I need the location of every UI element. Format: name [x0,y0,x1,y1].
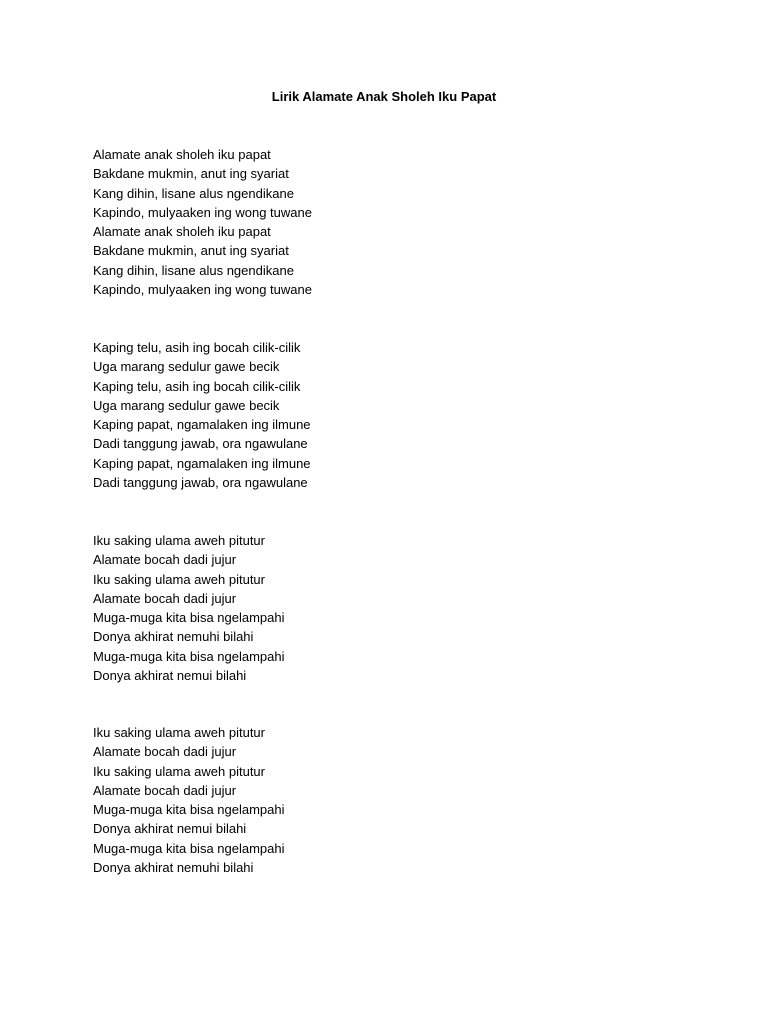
lyric-line: Kapindo, mulyaaken ing wong tuwane [93,282,312,298]
lyric-line: Kapindo, mulyaaken ing wong tuwane [93,204,312,220]
lyric-line: Kang dihin, lisane alus ngendikane [93,262,294,278]
stanza-1 [93,145,312,299]
lyric-line: Kaping telu, asih ing bocah cilik-cilik [93,340,301,355]
lyric-line: Dadi tanggung jawab, ora ngawulane [93,475,308,491]
lyric-line: Kaping papat, ngamalaken ing ilmune [93,455,311,471]
lyric-line: Kaping telu, asih ing bocah cilik-cilik [93,378,301,394]
stanza-3 [93,531,285,685]
lyric-line: Alamate anak sholeh iku papat [93,147,271,162]
lyric-line: Kaping papat, ngamalaken ing ilmune [93,417,311,433]
document-title: Lirik Alamate Anak Sholeh Iku Papat [271,89,497,104]
lyric-line: Donya akhirat nemui bilahi [93,821,247,837]
lyric-line: Iku saking ulama aweh pitutur [93,533,265,548]
lyric-line: Alamate bocah dadi jujur [93,552,237,568]
lyric-line: Alamate bocah dadi jujur [93,782,237,798]
lyric-line: Bakdane mukmin, anut ing syariat [93,166,289,182]
stanza-2 [93,338,311,492]
lyric-line: Donya akhirat nemui bilahi [93,668,247,684]
lyric-line: Kang dihin, lisane alus ngendikane [93,185,294,201]
lyric-line: Bakdane mukmin, anut ing syariat [93,243,289,259]
lyric-line: Muga-muga kita bisa ngelampahi [93,648,285,664]
lyric-line: Muga-muga kita bisa ngelampahi [93,840,285,856]
lyric-line: Alamate bocah dadi jujur [93,744,237,760]
lyric-line: Muga-muga kita bisa ngelampahi [93,610,285,626]
lyric-line: Iku saking ulama aweh pitutur [93,571,265,587]
lyric-line: Donya akhirat nemuhi bilahi [93,629,254,645]
lyric-line: Donya akhirat nemuhi bilahi [93,860,254,876]
lyric-line: Dadi tanggung jawab, ora ngawulane [93,436,308,452]
lyric-line: Iku saking ulama aweh pitutur [93,725,265,740]
stanza-4 [93,723,285,877]
lyric-line: Uga marang sedulur gawe becik [93,359,280,375]
lyric-line: Alamate bocah dadi jujur [93,590,237,606]
lyric-line: Iku saking ulama aweh pitutur [93,763,265,779]
lyric-line: Uga marang sedulur gawe becik [93,397,280,413]
lyric-line: Muga-muga kita bisa ngelampahi [93,802,285,818]
lyric-line: Alamate anak sholeh iku papat [93,224,271,240]
